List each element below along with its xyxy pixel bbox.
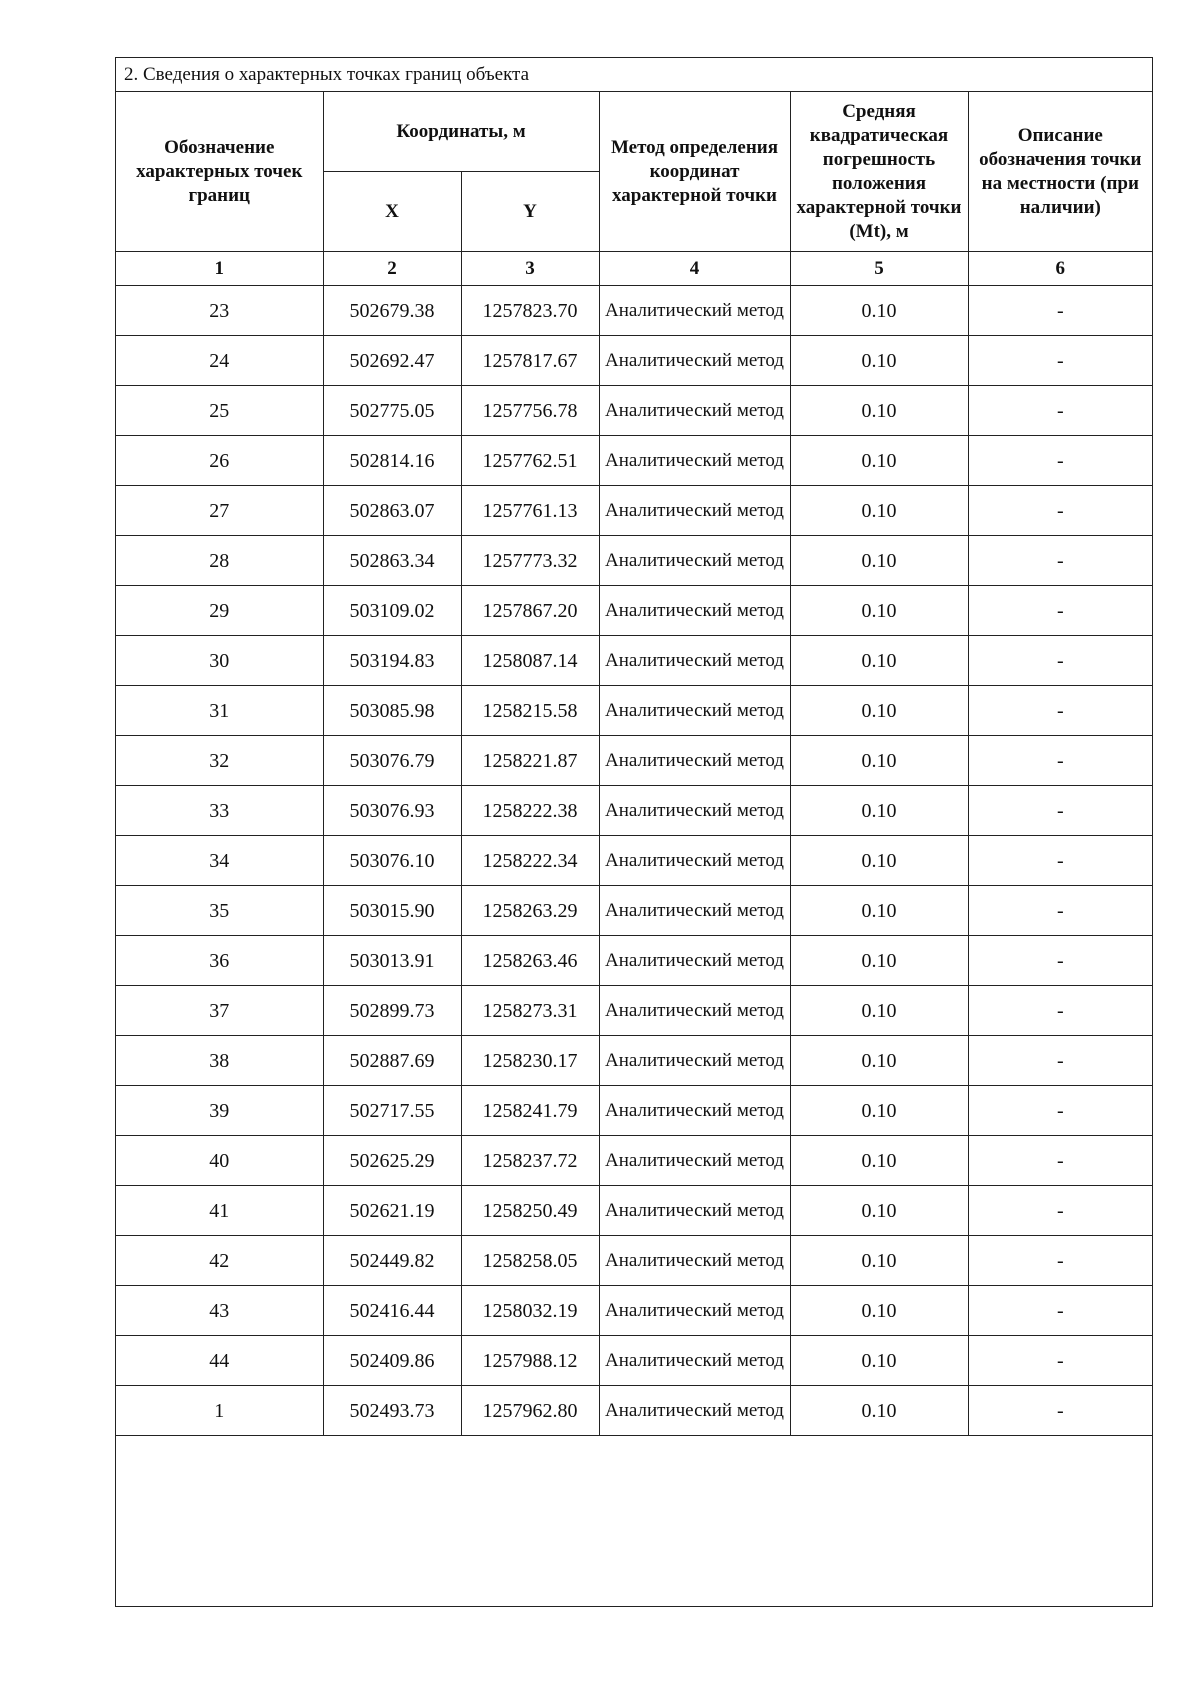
cell-method: Аналитический метод — [599, 336, 790, 386]
cell-description: - — [968, 1236, 1152, 1286]
table-row — [116, 336, 1152, 386]
cell-description: - — [968, 986, 1152, 1036]
cell-description: - — [968, 1286, 1152, 1336]
header-coords: Координаты, м — [323, 92, 599, 172]
cell-method: Аналитический метод — [599, 1186, 790, 1236]
document-frame — [115, 57, 1153, 1607]
cell-method: Аналитический метод — [599, 1086, 790, 1136]
cell-x: 503085.98 — [323, 686, 461, 736]
table-row — [116, 836, 1152, 886]
cell-method: Аналитический метод — [599, 1136, 790, 1186]
cell-x: 503076.93 — [323, 786, 461, 836]
cell-y: 1257762.51 — [461, 436, 599, 486]
cell-point: 39 — [116, 1086, 323, 1136]
cell-method: Аналитический метод — [599, 936, 790, 986]
table-row — [116, 536, 1152, 586]
cell-description: - — [968, 336, 1152, 386]
cell-error: 0.10 — [790, 686, 968, 736]
cell-y: 1258215.58 — [461, 686, 599, 736]
cell-point: 23 — [116, 286, 323, 336]
cell-description: - — [968, 936, 1152, 986]
cell-description: - — [968, 1186, 1152, 1236]
cell-method: Аналитический метод — [599, 1236, 790, 1286]
header-description: Описание обозначения точки на местности (при наличии) — [968, 92, 1152, 252]
cell-x: 502409.86 — [323, 1336, 461, 1386]
cell-point: 33 — [116, 786, 323, 836]
table-row — [116, 1286, 1152, 1336]
cell-error: 0.10 — [790, 836, 968, 886]
table-row — [116, 636, 1152, 686]
header-point: Обозначение характерных точек границ — [116, 92, 323, 252]
cell-x: 502814.16 — [323, 436, 461, 486]
cell-y: 1258222.38 — [461, 786, 599, 836]
cell-description: - — [968, 1386, 1152, 1436]
cell-description: - — [968, 1036, 1152, 1086]
cell-point: 40 — [116, 1136, 323, 1186]
cell-y: 1257773.32 — [461, 536, 599, 586]
table-row — [116, 1236, 1152, 1286]
table-row — [116, 486, 1152, 536]
cell-point: 29 — [116, 586, 323, 636]
table-row — [116, 886, 1152, 936]
cell-method: Аналитический метод — [599, 836, 790, 886]
column-number: 2 — [323, 252, 461, 286]
table-row — [116, 1186, 1152, 1236]
cell-method: Аналитический метод — [599, 636, 790, 686]
cell-error: 0.10 — [790, 1286, 968, 1336]
cell-method: Аналитический метод — [599, 1386, 790, 1436]
cell-error: 0.10 — [790, 636, 968, 686]
cell-method: Аналитический метод — [599, 886, 790, 936]
cell-error: 0.10 — [790, 386, 968, 436]
cell-method: Аналитический метод — [599, 436, 790, 486]
table-body — [116, 286, 1152, 1436]
cell-point: 30 — [116, 636, 323, 686]
cell-x: 502679.38 — [323, 286, 461, 336]
table-row — [116, 986, 1152, 1036]
cell-error: 0.10 — [790, 786, 968, 836]
table-row — [116, 786, 1152, 836]
cell-method: Аналитический метод — [599, 586, 790, 636]
cell-y: 1257962.80 — [461, 1386, 599, 1436]
cell-point: 38 — [116, 1036, 323, 1086]
cell-description: - — [968, 436, 1152, 486]
header-method: Метод определения координат характерной точки — [599, 92, 790, 252]
cell-y: 1258263.46 — [461, 936, 599, 986]
cell-point: 43 — [116, 1286, 323, 1336]
cell-method: Аналитический метод — [599, 536, 790, 586]
cell-point: 31 — [116, 686, 323, 736]
column-number: 4 — [599, 252, 790, 286]
cell-point: 32 — [116, 736, 323, 786]
cell-method: Аналитический метод — [599, 1286, 790, 1336]
cell-y: 1258087.14 — [461, 636, 599, 686]
cell-description: - — [968, 1336, 1152, 1386]
cell-point: 34 — [116, 836, 323, 886]
table-row — [116, 1386, 1152, 1436]
cell-x: 502416.44 — [323, 1286, 461, 1336]
cell-y: 1257823.70 — [461, 286, 599, 336]
cell-point: 1 — [116, 1386, 323, 1436]
cell-x: 503015.90 — [323, 886, 461, 936]
cell-point: 26 — [116, 436, 323, 486]
table-row — [116, 586, 1152, 636]
cell-y: 1258237.72 — [461, 1136, 599, 1186]
cell-y: 1257867.20 — [461, 586, 599, 636]
cell-y: 1258230.17 — [461, 1036, 599, 1086]
cell-x: 502899.73 — [323, 986, 461, 1036]
cell-error: 0.10 — [790, 486, 968, 536]
cell-error: 0.10 — [790, 286, 968, 336]
cell-x: 502621.19 — [323, 1186, 461, 1236]
column-number: 6 — [968, 252, 1152, 286]
table-row — [116, 736, 1152, 786]
cell-y: 1257761.13 — [461, 486, 599, 536]
cell-x: 502692.47 — [323, 336, 461, 386]
cell-y: 1258250.49 — [461, 1186, 599, 1236]
cell-point: 37 — [116, 986, 323, 1036]
cell-description: - — [968, 586, 1152, 636]
cell-method: Аналитический метод — [599, 736, 790, 786]
cell-point: 36 — [116, 936, 323, 986]
cell-x: 503076.10 — [323, 836, 461, 886]
cell-x: 502449.82 — [323, 1236, 461, 1286]
cell-x: 502887.69 — [323, 1036, 461, 1086]
cell-point: 27 — [116, 486, 323, 536]
cell-error: 0.10 — [790, 936, 968, 986]
cell-point: 25 — [116, 386, 323, 436]
cell-x: 502717.55 — [323, 1086, 461, 1136]
cell-description: - — [968, 886, 1152, 936]
table-row — [116, 936, 1152, 986]
column-number: 3 — [461, 252, 599, 286]
cell-x: 502775.05 — [323, 386, 461, 436]
cell-x: 503109.02 — [323, 586, 461, 636]
cell-point: 35 — [116, 886, 323, 936]
header-x: X — [323, 172, 461, 252]
cell-description: - — [968, 736, 1152, 786]
header-error: Средняя квадратическая погрешность положения характерной точки (Mt), м — [790, 92, 968, 252]
table-row — [116, 386, 1152, 436]
cell-description: - — [968, 636, 1152, 686]
cell-method: Аналитический метод — [599, 1036, 790, 1086]
cell-description: - — [968, 536, 1152, 586]
cell-x: 502625.29 — [323, 1136, 461, 1186]
cell-error: 0.10 — [790, 536, 968, 586]
cell-x: 503013.91 — [323, 936, 461, 986]
cell-error: 0.10 — [790, 1336, 968, 1386]
cell-description: - — [968, 286, 1152, 336]
cell-y: 1258263.29 — [461, 886, 599, 936]
cell-y: 1257817.67 — [461, 336, 599, 386]
cell-description: - — [968, 786, 1152, 836]
cell-point: 41 — [116, 1186, 323, 1236]
cell-error: 0.10 — [790, 586, 968, 636]
cell-description: - — [968, 1136, 1152, 1186]
column-number: 5 — [790, 252, 968, 286]
cell-method: Аналитический метод — [599, 1336, 790, 1386]
cell-method: Аналитический метод — [599, 786, 790, 836]
cell-description: - — [968, 686, 1152, 736]
cell-method: Аналитический метод — [599, 486, 790, 536]
cell-method: Аналитический метод — [599, 986, 790, 1036]
column-number: 1 — [116, 252, 323, 286]
cell-y: 1258273.31 — [461, 986, 599, 1036]
cell-error: 0.10 — [790, 886, 968, 936]
column-numbers-row — [116, 252, 1152, 286]
cell-error: 0.10 — [790, 336, 968, 386]
cell-error: 0.10 — [790, 1236, 968, 1286]
table-row — [116, 436, 1152, 486]
table-row — [116, 1336, 1152, 1386]
cell-description: - — [968, 1086, 1152, 1136]
cell-description: - — [968, 836, 1152, 886]
cell-x: 502863.34 — [323, 536, 461, 586]
cell-y: 1257988.12 — [461, 1336, 599, 1386]
cell-x: 503076.79 — [323, 736, 461, 786]
table-row — [116, 1086, 1152, 1136]
table-row — [116, 1036, 1152, 1086]
cell-description: - — [968, 486, 1152, 536]
section-title: 2. Сведения о характерных точках границ объекта — [116, 58, 1152, 92]
cell-x: 502863.07 — [323, 486, 461, 536]
cell-error: 0.10 — [790, 986, 968, 1036]
cell-method: Аналитический метод — [599, 686, 790, 736]
cell-error: 0.10 — [790, 736, 968, 786]
cell-x: 502493.73 — [323, 1386, 461, 1436]
table-row — [116, 686, 1152, 736]
cell-point: 42 — [116, 1236, 323, 1286]
cell-method: Аналитический метод — [599, 386, 790, 436]
cell-error: 0.10 — [790, 1386, 968, 1436]
cell-description: - — [968, 386, 1152, 436]
cell-point: 28 — [116, 536, 323, 586]
cell-error: 0.10 — [790, 1086, 968, 1136]
header-y: Y — [461, 172, 599, 252]
cell-error: 0.10 — [790, 1186, 968, 1236]
cell-y: 1258241.79 — [461, 1086, 599, 1136]
cell-x: 503194.83 — [323, 636, 461, 686]
cell-y: 1258221.87 — [461, 736, 599, 786]
cell-point: 44 — [116, 1336, 323, 1386]
cell-error: 0.10 — [790, 436, 968, 486]
cell-point: 24 — [116, 336, 323, 386]
cell-error: 0.10 — [790, 1136, 968, 1186]
cell-y: 1258222.34 — [461, 836, 599, 886]
cell-y: 1258258.05 — [461, 1236, 599, 1286]
cell-y: 1257756.78 — [461, 386, 599, 436]
cell-error: 0.10 — [790, 1036, 968, 1086]
cell-method: Аналитический метод — [599, 286, 790, 336]
cell-y: 1258032.19 — [461, 1286, 599, 1336]
table-row — [116, 286, 1152, 336]
boundary-points-table — [116, 58, 1152, 1436]
table-row — [116, 1136, 1152, 1186]
